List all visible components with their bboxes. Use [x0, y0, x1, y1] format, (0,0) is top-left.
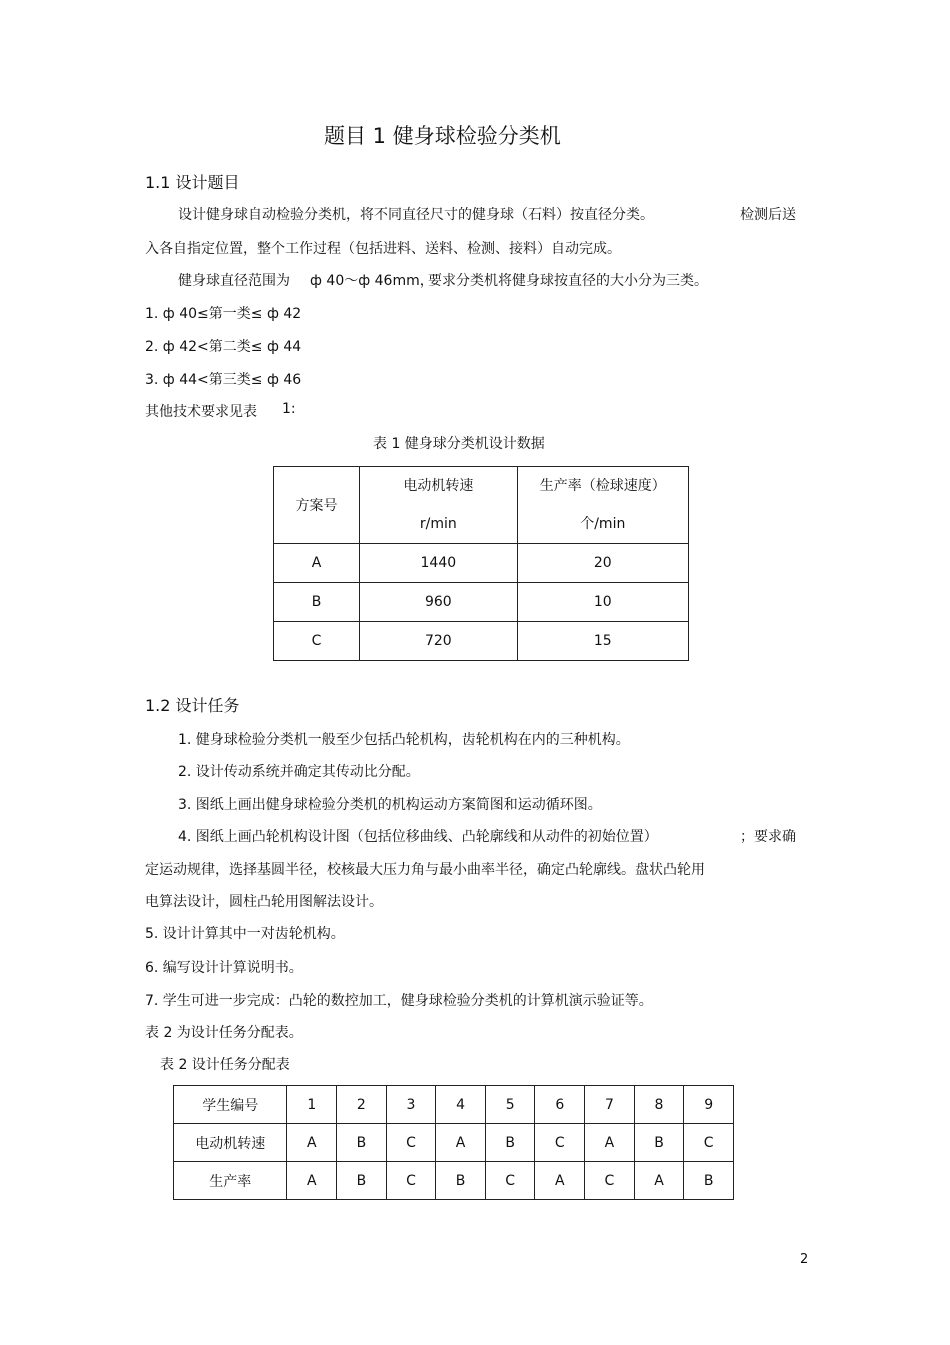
- table-row: [274, 544, 689, 583]
- class-2: 2. ф 42<第二类≤ ф 44: [145, 339, 302, 355]
- table2-cell: A: [287, 1124, 337, 1162]
- table2-cell: 7: [585, 1086, 635, 1124]
- table1-cell: B: [274, 583, 360, 622]
- table2-cell: B: [634, 1124, 684, 1162]
- table2-cell: 9: [684, 1086, 734, 1124]
- para1-line1-tail: 检测后送: [740, 207, 796, 223]
- task-4-line1-tail: ；要求确: [740, 829, 796, 845]
- task-4-line3: 电算法设计，圆柱凸轮用图解法设计。: [145, 894, 383, 910]
- table-row: [174, 1124, 734, 1162]
- table1: [273, 466, 689, 661]
- table2-row-label: 电动机转速: [174, 1124, 287, 1162]
- table1-cell: C: [274, 622, 360, 661]
- para1-line1: 设计健身球自动检验分类机，将不同直径尺寸的健身球（石料）按直径分类。: [178, 207, 654, 223]
- table1-header-speed-unit: r/min: [419, 516, 457, 532]
- table2-cell: 8: [634, 1086, 684, 1124]
- class-3: 3. ф 44<第三类≤ ф 46: [145, 372, 302, 388]
- para2-a: 健身球直径范围为: [178, 273, 290, 289]
- task-1: 1. 健身球检验分类机一般至少包括凸轮机构，齿轮机构在内的三种机构。: [178, 732, 630, 748]
- table1-header-speed: [360, 467, 517, 544]
- table2-cell: A: [585, 1124, 635, 1162]
- table2-cell: A: [287, 1162, 337, 1200]
- table2-row-label: 学生编号: [174, 1086, 287, 1124]
- table2-cell: B: [485, 1124, 535, 1162]
- table2-cell: C: [386, 1162, 436, 1200]
- para2-c: 要求分类机将健身球按直径的大小分为三类。: [428, 273, 708, 289]
- table2-cell: 1: [287, 1086, 337, 1124]
- table1-cell: A: [274, 544, 360, 583]
- table1-cell: 1440: [360, 544, 517, 583]
- task-2: 2. 设计传动系统并确定其传动比分配。: [178, 764, 420, 780]
- other-req-a: 其他技术要求见表: [145, 404, 257, 420]
- task-4-line2: 定运动规律，选择基圆半径，校核最大压力角与最小曲率半径，确定凸轮廓线。盘状凸轮用: [145, 862, 705, 878]
- table1-cell: 960: [360, 583, 517, 622]
- table2: [173, 1085, 734, 1200]
- task-4-line1: 4. 图纸上画凸轮机构设计图（包括位移曲线、凸轮廓线和从动件的初始位置）: [178, 829, 658, 845]
- table2-cell: C: [535, 1124, 585, 1162]
- table1-cell: 20: [517, 544, 688, 583]
- task-7: 7. 学生可进一步完成：凸轮的数控加工，健身球检验分类机的计算机演示验证等。: [145, 993, 653, 1009]
- table2-cell: C: [585, 1162, 635, 1200]
- page-number: 2: [800, 1252, 809, 1267]
- table-row: [174, 1162, 734, 1200]
- table1-cell: 720: [360, 622, 517, 661]
- table1-header-rate: [517, 467, 688, 544]
- table1-header-scheme: 方案号: [274, 467, 360, 544]
- task-5: 5. 设计计算其中一对齿轮机构。: [145, 926, 345, 942]
- table2-cell: C: [485, 1162, 535, 1200]
- table2-cell: B: [337, 1162, 387, 1200]
- table-row: [274, 622, 689, 661]
- task-3: 3. 图纸上画出健身球检验分类机的机构运动方案简图和运动循环图。: [178, 797, 602, 813]
- table2-cell: 2: [337, 1086, 387, 1124]
- table2-cell: B: [684, 1162, 734, 1200]
- table1-header-rate-unit: 个/min: [580, 516, 626, 532]
- section-heading-1-2: 1.2 设计任务: [145, 696, 240, 715]
- table2-cell: 4: [436, 1086, 486, 1124]
- table2-cell: 3: [386, 1086, 436, 1124]
- table1-caption: 表 1 健身球分类机设计数据: [373, 436, 545, 452]
- other-req-b: 1:: [282, 401, 296, 417]
- table2-cell: C: [684, 1124, 734, 1162]
- table2-cell: A: [634, 1162, 684, 1200]
- table1-cell: 15: [517, 622, 688, 661]
- page-title: 题目 1 健身球检验分类机: [324, 124, 561, 148]
- section-heading-1-1: 1.1 设计题目: [145, 173, 240, 192]
- task-6: 6. 编写设计计算说明书。: [145, 960, 303, 976]
- para1-line2: 入各自指定位置，整个工作过程（包括进料、送料、检测、接料）自动完成。: [145, 241, 621, 257]
- table-row: [174, 1086, 734, 1124]
- table2-reference: 表 2 为设计任务分配表。: [145, 1025, 303, 1041]
- table2-cell: B: [436, 1162, 486, 1200]
- table2-cell: 6: [535, 1086, 585, 1124]
- table2-cell: A: [436, 1124, 486, 1162]
- table2-caption: 表 2 设计任务分配表: [160, 1057, 290, 1073]
- table2-row-label: 生产率: [174, 1162, 287, 1200]
- table2-cell: A: [535, 1162, 585, 1200]
- table-row: [274, 583, 689, 622]
- table1-cell: 10: [517, 583, 688, 622]
- table2-cell: C: [386, 1124, 436, 1162]
- table1-header-speed-label: 电动机转速: [403, 478, 474, 494]
- para2-b: ф 40～ф 46mm，: [310, 273, 434, 289]
- table2-cell: B: [337, 1124, 387, 1162]
- class-1: 1. ф 40≤第一类≤ ф 42: [145, 306, 302, 322]
- table2-cell: 5: [485, 1086, 535, 1124]
- table1-header-rate-label: 生产率（检球速度）: [539, 478, 666, 494]
